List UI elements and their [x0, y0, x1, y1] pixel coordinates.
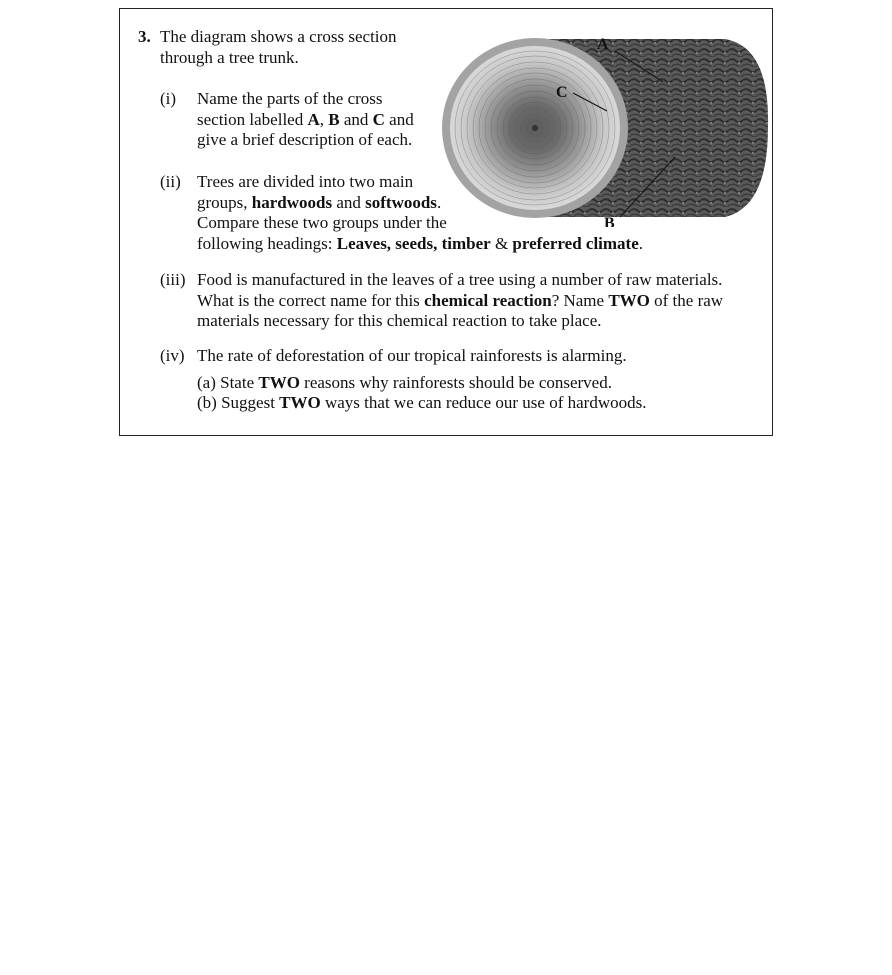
part-ii-line-3: Compare these two groups under the	[197, 213, 447, 232]
part-ii-line-1: Trees are divided into two main	[197, 172, 414, 191]
part-iii-numeral: (iii)	[160, 270, 186, 289]
stem-line-1: The diagram shows a cross section	[160, 27, 397, 46]
hardwoods-term: hardwoods	[251, 192, 333, 212]
two-emphasis: TWO	[258, 372, 300, 392]
part-iii-line-2-mid: ? Name	[551, 290, 609, 310]
stem-line-2: through a tree trunk.	[160, 47, 299, 67]
part-ii-ampersand: &	[490, 233, 513, 253]
part-i-line-2-pre: section labelled	[197, 109, 308, 129]
part-ii-line-2-pre: groups,	[197, 192, 252, 212]
part-ii-and: and	[332, 192, 366, 212]
chemical-reaction-term: chemical reaction	[424, 290, 552, 310]
part-iv-sub-a	[197, 373, 772, 394]
part-ii-line-4-post: .	[638, 233, 644, 253]
question-box	[119, 8, 773, 436]
part-iv-numeral: (iv)	[160, 346, 185, 365]
part-i-numeral: (i)	[160, 89, 177, 108]
part-iii-line-2-pre: What is the correct name for this	[197, 290, 425, 310]
preferred-climate-term: preferred climate	[512, 233, 639, 253]
part-ii-line-4-pre: following headings:	[197, 233, 337, 253]
label-c-ref: C	[372, 109, 385, 129]
part-iv-sub-b	[197, 393, 772, 414]
part-ii-line-4	[197, 234, 757, 255]
two-emphasis: TWO	[279, 393, 321, 412]
part-i-line-2	[197, 110, 457, 131]
part-ii-numeral: (ii)	[160, 172, 181, 191]
part-iv-a-pre: (a) State	[197, 372, 259, 392]
part-i-line-2-post: and	[384, 109, 414, 129]
softwoods-term: softwoods	[365, 192, 437, 212]
part-iii-line-3: materials necessary for this chemical reaction to take place.	[197, 311, 602, 330]
part-iv-b-pre: (b) Suggest	[197, 393, 280, 412]
part-iii-line-2-post: of the raw	[649, 290, 724, 310]
label-a-ref: A	[307, 109, 320, 129]
part-iii-line-1: Food is manufactured in the leaves of a tree using a number of raw materials.	[197, 270, 723, 289]
diagram-label-b: B	[604, 215, 615, 227]
part-i-line-3: give a brief description of each.	[197, 130, 413, 149]
part-iii-line-2	[197, 291, 772, 312]
question-number: 3.	[138, 27, 151, 46]
part-iv-text	[197, 346, 772, 414]
part-i-comma: ,	[319, 109, 329, 129]
label-b-ref: B	[328, 109, 340, 129]
tree-trunk-diagram	[435, 27, 775, 227]
part-i-text	[197, 89, 457, 151]
part-i-line-1: Name the parts of the cross	[197, 89, 383, 108]
question-stem	[160, 27, 450, 68]
part-iv-a-post: reasons why rainforests should be conserved.	[299, 372, 612, 392]
pith	[532, 125, 538, 131]
diagram-label-a: A	[597, 36, 609, 53]
part-iv-line-1: The rate of deforestation of our tropical rainforests is alarming.	[197, 346, 627, 365]
two-emphasis: TWO	[608, 290, 650, 310]
part-ii-line-2-post: .	[436, 192, 442, 212]
diagram-label-c: C	[556, 84, 568, 101]
part-iii-text	[197, 270, 772, 332]
headings-terms: Leaves, seeds, timber	[336, 233, 491, 253]
part-iv-b-post: ways that we can reduce our use of hardwoods.	[320, 393, 647, 412]
part-i-and: and	[339, 109, 373, 129]
